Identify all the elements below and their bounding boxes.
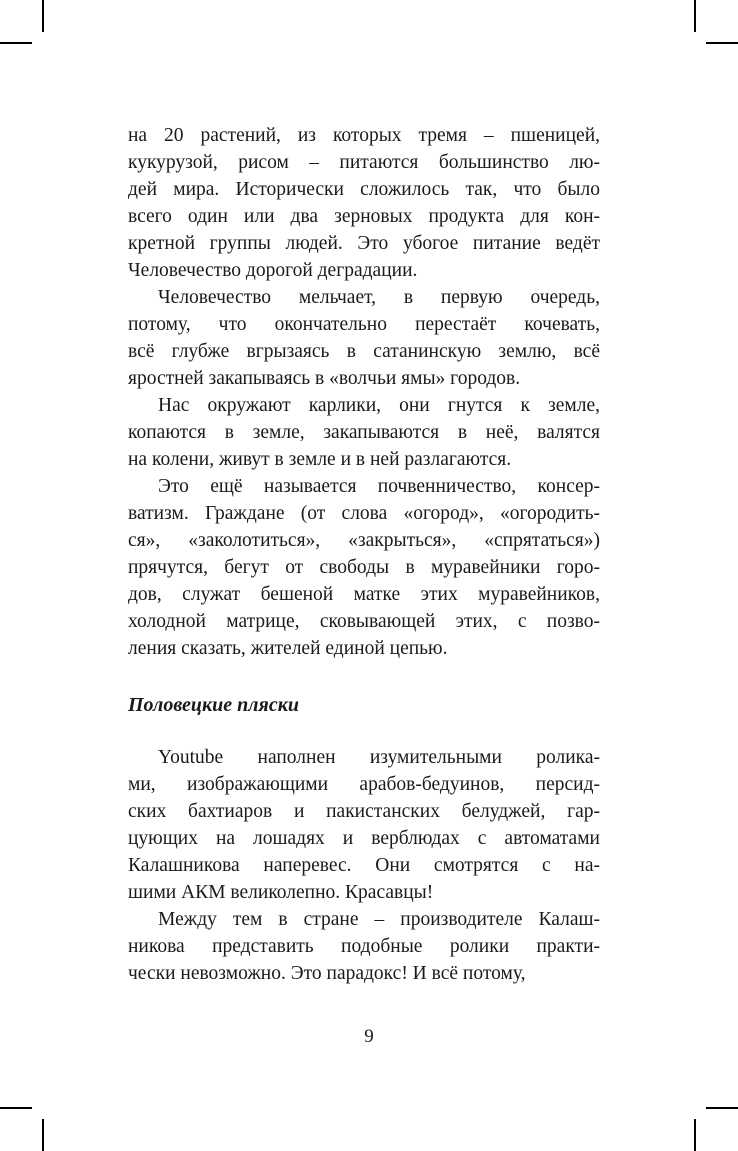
text-line: цующих на лошадях и верблюдах с автоматами	[128, 828, 600, 849]
text-line: шими АКМ великолепно. Красавцы!	[128, 882, 434, 903]
crop-mark-top-right-vertical	[694, 0, 696, 32]
section-heading: Половецкие пляски	[128, 694, 299, 716]
text-line: всё глубже вгрызаясь в сатанинскую землю, всё	[128, 341, 600, 362]
text-line: Youtube наполнен изумительными ролика-	[158, 747, 600, 768]
text-line: яростней закапываясь в «волчьи ямы» городов.	[128, 368, 521, 389]
text-line: ми, изображающими арабов-бедуинов, персид-	[128, 774, 600, 795]
paragraph	[128, 392, 600, 473]
crop-mark-top-left-vertical	[42, 0, 44, 32]
paragraph	[128, 122, 600, 284]
text-line: потому, что окончательно перестаёт кочевать,	[128, 314, 600, 335]
text-line: холодной матрице, сковывающей этих, с позво-	[128, 611, 600, 632]
text-line: дов, служат бешеной матке этих муравейников,	[128, 584, 600, 605]
crop-mark-bottom-left-horizontal	[0, 1107, 32, 1109]
crop-mark-bottom-left-vertical	[42, 1119, 44, 1151]
text-line: кукурузой, рисом – питаются большинство лю-	[128, 152, 600, 173]
text-line: копаются в земле, закапываются в неё, валятся	[128, 422, 600, 443]
body-text-top	[128, 122, 600, 662]
crop-mark-bottom-right-vertical	[694, 1119, 696, 1151]
text-line: ся», «заколотиться», «закрыться», «спрятаться»)	[128, 530, 600, 551]
text-line: на колени, живут в земле и в ней разлагаются.	[128, 449, 512, 470]
text-line: Между тем в стране – производителе Калаш-	[158, 909, 600, 930]
text-line: Калашникова наперевес. Они смотрятся с на-	[128, 855, 600, 876]
crop-mark-bottom-right-horizontal	[706, 1107, 738, 1109]
text-line: Человечество дорогой деградации.	[128, 260, 418, 281]
text-line: ления сказать, жителей единой цепью.	[128, 638, 448, 659]
text-line: никова представить подобные ролики практи-	[128, 936, 600, 957]
crop-mark-top-left-horizontal	[0, 42, 32, 44]
body-text-bottom	[128, 744, 600, 987]
page-number: 9	[364, 1026, 374, 1047]
paragraph	[128, 906, 600, 987]
paragraph	[128, 473, 600, 662]
text-line: прячутся, бегут от свободы в муравейники горо-	[128, 557, 600, 578]
text-line: дей мира. Исторически сложилось так, что было	[128, 179, 600, 200]
text-line: Это ещё называется почвенничество, консер-	[158, 476, 600, 497]
text-line: Нас окружают карлики, они гнутся к земле,	[158, 395, 600, 416]
text-line: чески невозможно. Это парадокс! И всё потому,	[128, 963, 526, 984]
paragraph	[128, 744, 600, 906]
text-line: ватизм. Граждане (от слова «огород», «огородить-	[128, 503, 600, 524]
text-line: Человечество мельчает, в первую очередь,	[158, 287, 600, 308]
text-line: всего один или два зерновых продукта для кон-	[128, 206, 600, 227]
crop-mark-top-right-horizontal	[706, 42, 738, 44]
text-line: на 20 растений, из которых тремя – пшеницей,	[128, 125, 600, 146]
text-line: ских бахтиаров и пакистанских белуджей, гар-	[128, 801, 600, 822]
paragraph	[128, 284, 600, 392]
text-line: кретной группы людей. Это убогое питание ведёт	[128, 233, 600, 254]
